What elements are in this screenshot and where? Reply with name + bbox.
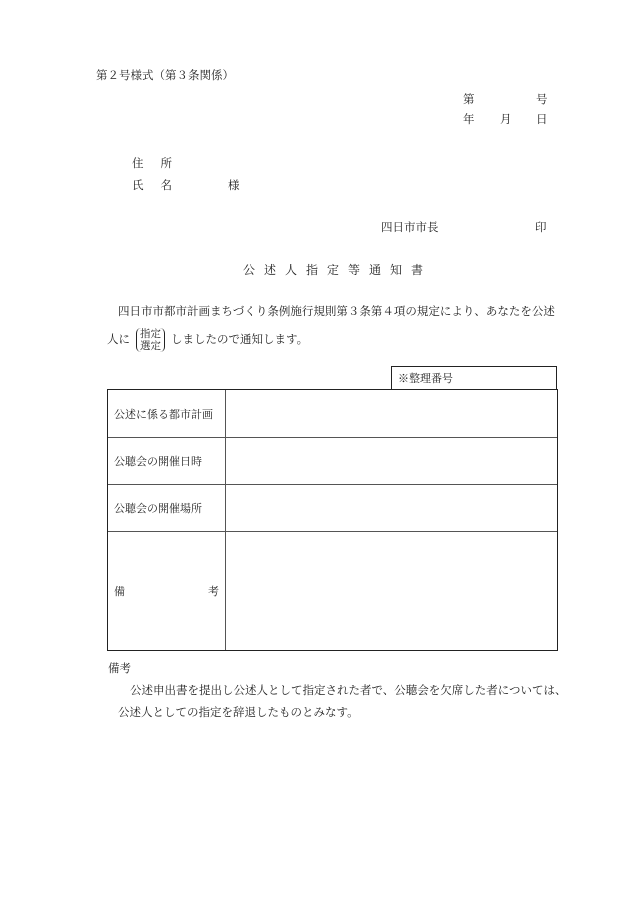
document-title: 公述人指定等通知書 bbox=[243, 263, 433, 277]
name-label bbox=[132, 180, 172, 192]
issuer-mayor: 四日市市長 bbox=[381, 220, 439, 234]
table-row bbox=[108, 437, 557, 485]
notes-text-line-1: 公述申出書を提出し公述人として指定された者で、公聴会を欠席した者については、 bbox=[130, 683, 567, 697]
table-row bbox=[108, 390, 557, 438]
number-prefix: 第 bbox=[463, 92, 475, 106]
address-label-char: 所 bbox=[160, 156, 172, 170]
remarks-label-char: 備 bbox=[114, 584, 125, 598]
row-label-hearing-venue: 公聴会の開催場所 bbox=[108, 484, 226, 531]
notes-text-line-2: 公述人としての指定を辞退したものとみなす。 bbox=[118, 705, 359, 719]
row-label-remarks bbox=[108, 531, 226, 650]
body-text-start: 人に bbox=[107, 332, 130, 347]
choice-designate: 指定 bbox=[140, 328, 161, 340]
address-label bbox=[132, 158, 172, 170]
name-label-char: 名 bbox=[160, 178, 172, 192]
row-label-hearing-datetime: 公聴会の開催日時 bbox=[108, 437, 226, 484]
reference-number-label: ※整理番号 bbox=[398, 372, 453, 385]
choice-select: 選定 bbox=[140, 340, 161, 353]
body-text-line-1: 四日市市都市計画まちづくり条例施行規則第３条第４項の規定により、あなたを公述 bbox=[118, 304, 555, 318]
remarks-label-char: 考 bbox=[208, 584, 219, 598]
form-number: 第２号様式（第３条関係） bbox=[96, 68, 234, 82]
designation-choice-bracket bbox=[136, 328, 165, 352]
table-row bbox=[108, 484, 557, 532]
details-table bbox=[107, 389, 558, 651]
honorific: 様 bbox=[228, 178, 240, 192]
day-label: 日 bbox=[536, 112, 548, 126]
number-suffix: 号 bbox=[536, 92, 548, 106]
name-label-char: 氏 bbox=[132, 178, 144, 192]
address-label-char: 住 bbox=[132, 156, 144, 170]
year-label: 年 bbox=[463, 112, 475, 126]
row-label-city-plan: 公述に係る都市計画 bbox=[108, 390, 226, 437]
notes-heading: 備考 bbox=[108, 661, 131, 675]
body-text-end: しましたので通知します。 bbox=[171, 332, 309, 347]
reference-number-box bbox=[391, 366, 557, 389]
seal-mark: 印 bbox=[535, 220, 547, 234]
month-label: 月 bbox=[500, 112, 512, 126]
body-text-line-2 bbox=[107, 328, 308, 352]
table-row bbox=[108, 531, 557, 650]
